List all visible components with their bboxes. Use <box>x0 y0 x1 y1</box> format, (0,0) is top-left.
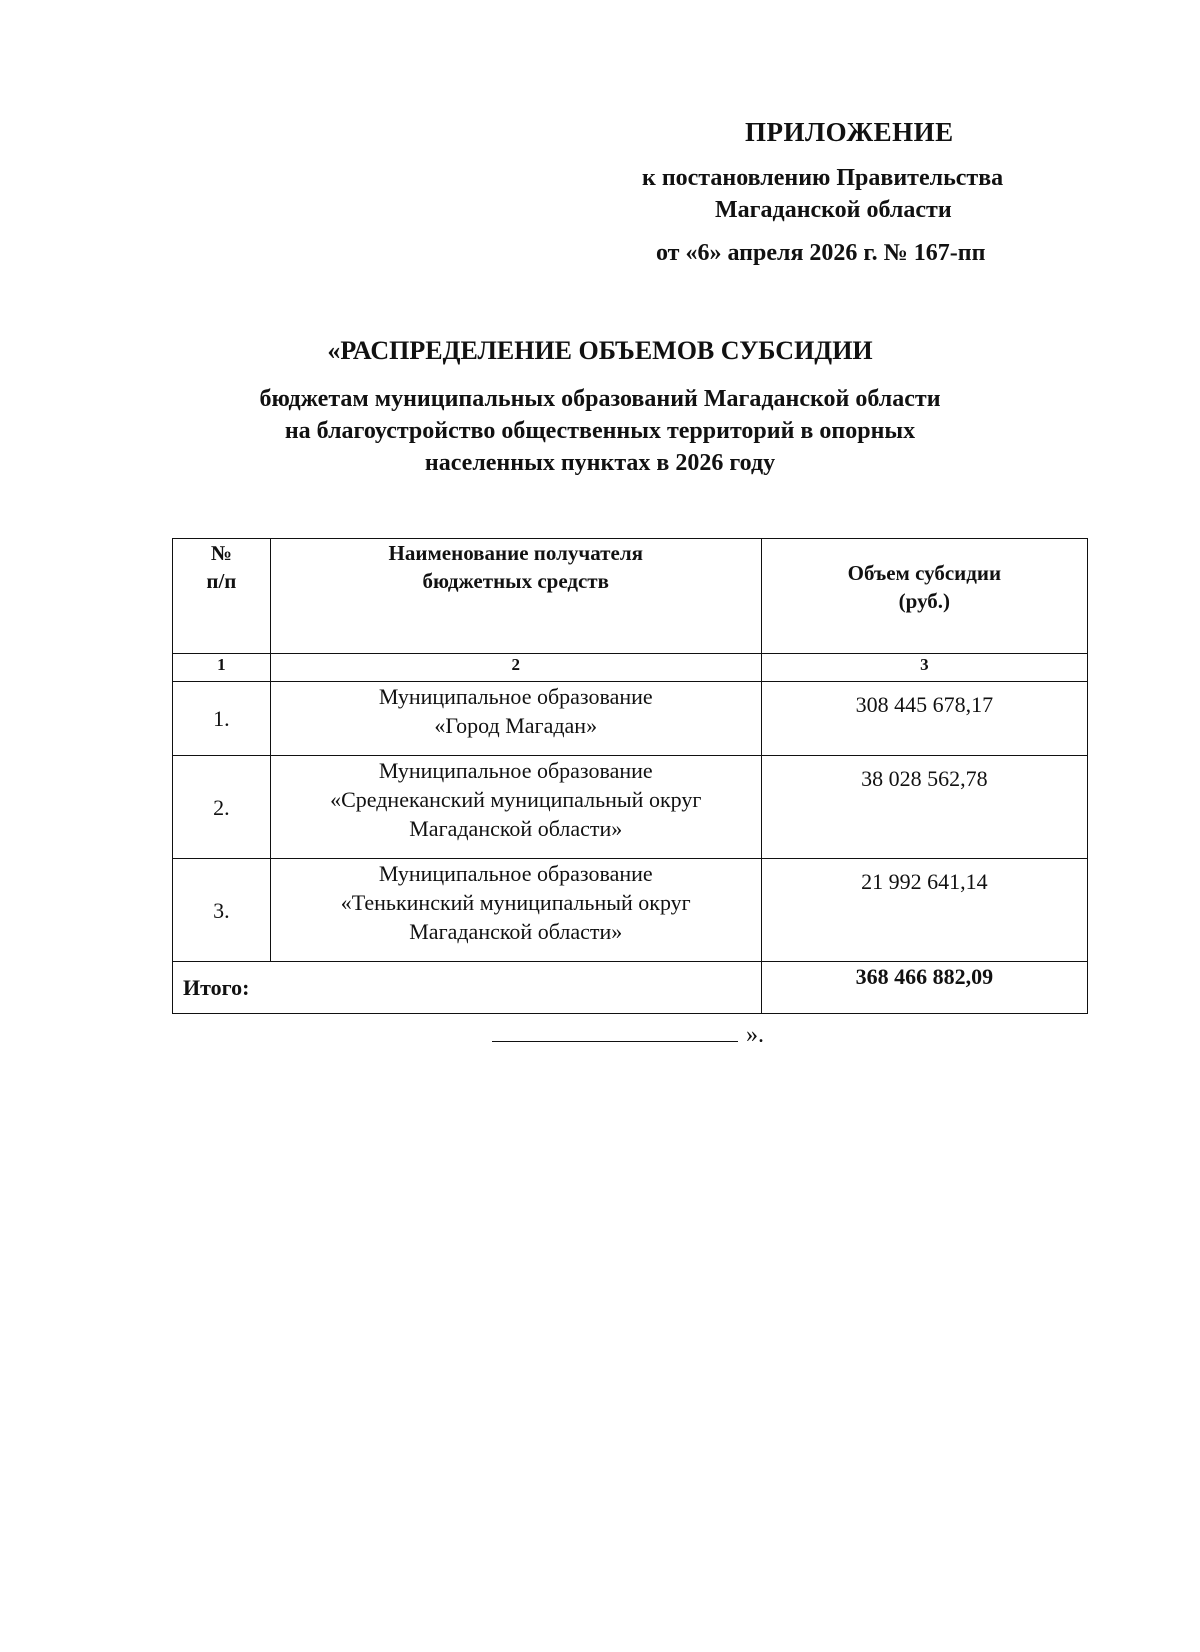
appendix-title: ПРИЛОЖЕНИЕ <box>745 117 954 147</box>
column-number: 1 <box>173 654 271 682</box>
header-name-line-2: бюджетных средств <box>422 569 609 593</box>
document-title: «РАСПРЕДЕЛЕНИЕ ОБЪЕМОВ СУБСИДИИ <box>327 336 873 365</box>
row-number: 2. <box>173 756 271 859</box>
recipient-name-line: «Среднеканский муниципальный округ <box>330 787 702 812</box>
header-num-line-2: п/п <box>206 569 237 593</box>
closing-underline <box>492 1041 738 1042</box>
table-row <box>173 756 1088 859</box>
subsidy-amount: 308 445 678,17 <box>761 682 1087 756</box>
subtitle-line-3: населенных пунктах в 2026 году <box>424 450 776 476</box>
table-row <box>173 682 1088 756</box>
total-amount: 368 466 882,09 <box>761 962 1087 1014</box>
row-number: 1. <box>173 682 271 756</box>
column-number: 2 <box>270 654 761 682</box>
subtitle-line-2: на благоустройство общественных территорий в опорных <box>284 418 916 444</box>
recipient-name <box>270 859 761 962</box>
header-num-line-1: № <box>210 541 232 565</box>
recipient-name <box>270 682 761 756</box>
header-num <box>173 539 271 654</box>
header-name-line-1: Наименование получателя <box>388 541 643 565</box>
header-amount <box>761 539 1087 654</box>
column-number: 3 <box>761 654 1087 682</box>
recipient-name-line: Муниципальное образование <box>378 684 653 709</box>
total-row <box>173 962 1088 1014</box>
closing-quote: ». <box>746 1022 764 1048</box>
total-label: Итого: <box>173 962 762 1014</box>
recipient-name-line: «Тенькинский муниципальный округ <box>340 890 691 915</box>
appendix-line-3: от «6» апреля 2026 г. № 167-пп <box>656 240 986 266</box>
table-row <box>173 859 1088 962</box>
appendix-line-1: к постановлению Правительства <box>642 165 1004 191</box>
header-amount-line-2: (руб.) <box>898 589 951 613</box>
subsidy-table <box>172 538 1088 1014</box>
row-number: 3. <box>173 859 271 962</box>
recipient-name-line: Магаданской области» <box>409 919 623 944</box>
subtitle-line-1: бюджетам муниципальных образований Магаданской области <box>259 386 941 412</box>
header-amount-line-1: Объем субсидии <box>847 561 1002 585</box>
recipient-name <box>270 756 761 859</box>
document-subtitle <box>0 383 1200 479</box>
header-name <box>270 539 761 654</box>
closing-mark <box>492 1022 764 1049</box>
table-header-row <box>173 539 1088 654</box>
recipient-name-line: Муниципальное образование <box>378 758 653 783</box>
subsidy-amount: 21 992 641,14 <box>761 859 1087 962</box>
column-number-row <box>173 654 1088 682</box>
recipient-name-line: «Город Магадан» <box>434 713 598 738</box>
recipient-name-line: Муниципальное образование <box>378 861 653 886</box>
recipient-name-line: Магаданской области» <box>409 816 623 841</box>
appendix-line-2: Магаданской области <box>715 197 952 223</box>
subsidy-amount: 38 028 562,78 <box>761 756 1087 859</box>
